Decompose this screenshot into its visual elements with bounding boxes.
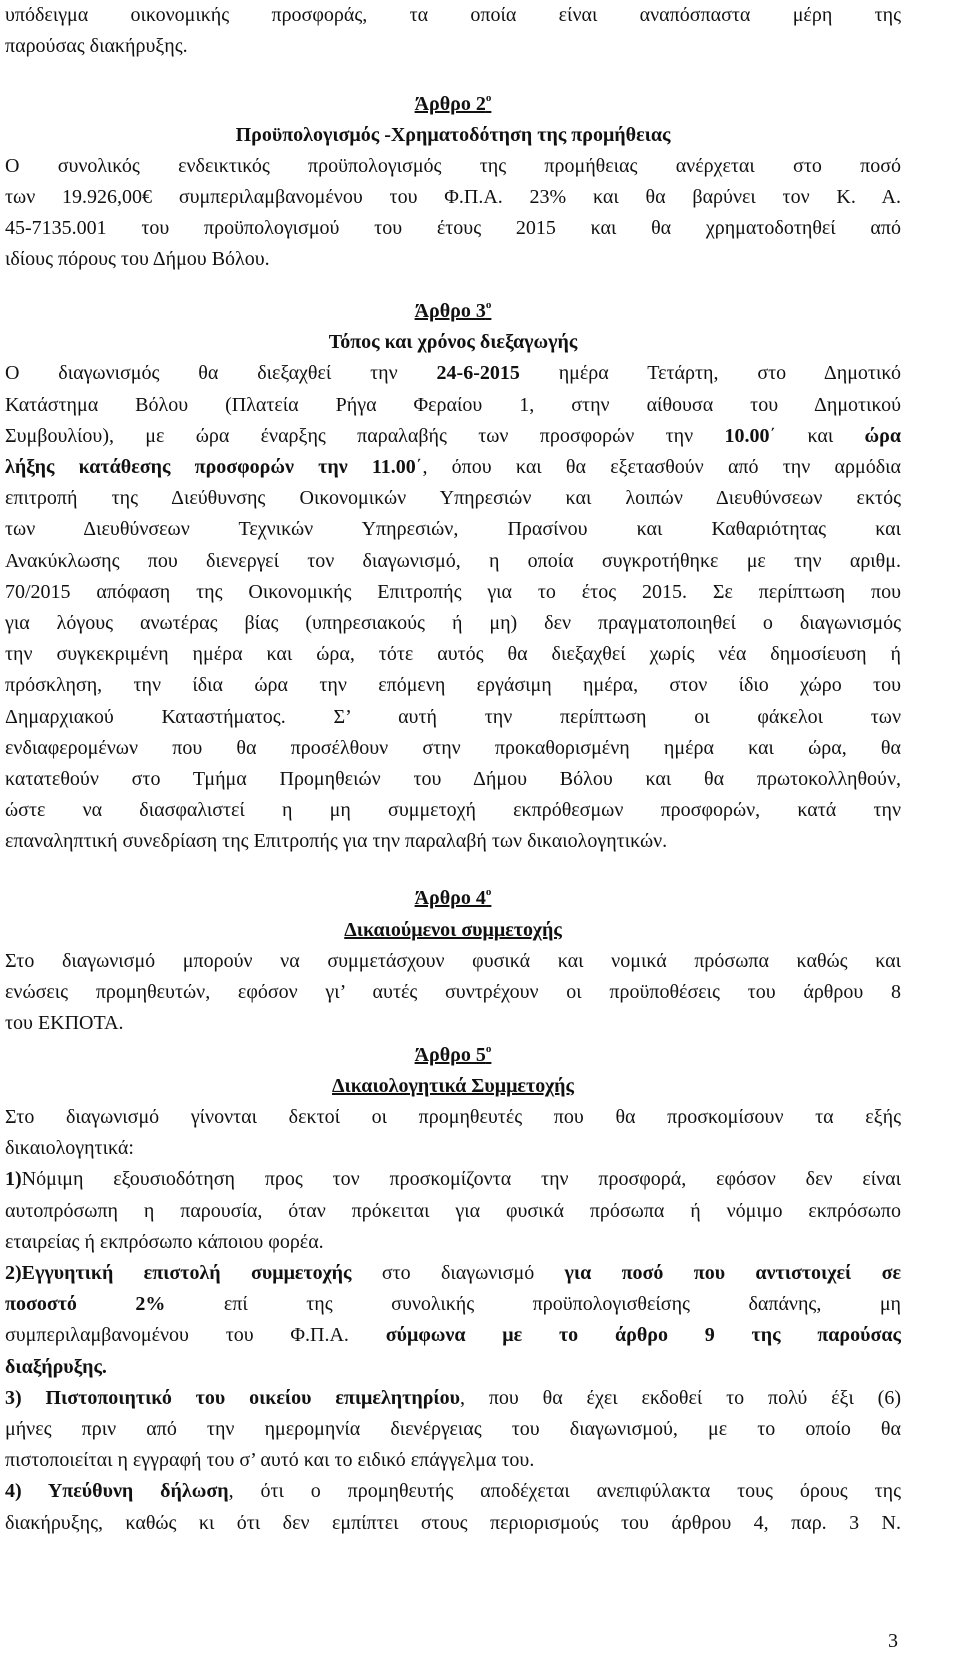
body-line: μήνες πριν από την ημερομηνία διενέργειας του διαγωνισμού, με το οποίο θα: [5, 1418, 901, 1440]
list-item: 4) Υπεύθυνη δήλωση, ότι ο προμηθευτής αποδέχεται ανεπιφύλακτα τους όρους της: [5, 1480, 901, 1502]
body-line: ποσοστό 2% επί της συνολικής προϋπολογισθείσης δαπάνης, μη: [5, 1293, 901, 1315]
article-2-title: Προϋπολογισμός -Χρηματοδότηση της προμήθειας: [235, 124, 671, 146]
body-line: Συμβουλίου), με ώρα έναρξης παραλαβής των προσφορών την 10.00΄ και ώρα: [5, 425, 901, 447]
article-4-heading: Άρθρο $4^o$: [414, 886, 492, 909]
body-line: Στο διαγωνισμό γίνονται δεκτοί οι προμηθευτές που θα προσκομίσουν τα εξής: [5, 1106, 901, 1128]
body-line: πιστοποιείται η εγγραφή του σ’ αυτό και το ειδικό επάγγελμα του.: [5, 1449, 535, 1471]
article-2-heading: Άρθρο $2^o$: [414, 92, 492, 115]
body-line: 70/2015 απόφαση της Οικονομικής Επιτροπής για το έτος 2015. Σε περίπτωση που: [5, 581, 901, 603]
body-line: Κατάστημα Βόλου (Πλατεία Ρήγα Φεραίου 1, στην αίθουσα του Δημοτικού: [5, 394, 901, 416]
body-line: επαναληπτική συνεδρίαση της Επιτροπής για την παραλαβή των δικαιολογητικών.: [5, 830, 668, 852]
body-line: ώστε να διασφαλιστεί η μη συμμετοχή εκπρόθεσμων προσφορών, κατά την: [5, 799, 901, 821]
list-item: 2)Εγγυητική επιστολή συμμετοχής στο διαγωνισμό για ποσό που αντιστοιχεί σε: [5, 1262, 901, 1284]
body-line: του ΕΚΠΟΤΑ.: [5, 1012, 124, 1034]
article-4-title: Δικαιούμενοι συμμετοχής: [344, 919, 562, 941]
body-line: δικαιολογητικά:: [5, 1137, 134, 1159]
article-3-heading: Άρθρο $3^o$: [414, 299, 492, 322]
body-line: Ο διαγωνισμός θα διεξαχθεί την 24-6-2015 ημέρα Τετάρτη, στο Δημοτικό: [5, 362, 901, 384]
body-line: διακήρυξης, καθώς κι ότι δεν εμπίπτει στους περιορισμούς του άρθρου 4, παρ. 3 Ν.: [5, 1512, 901, 1534]
body-line: αυτοπρόσωπη η παρουσία, όταν πρόκειται για φυσικά πρόσωπα ή νόμιμο εκπρόσωπο: [5, 1200, 901, 1222]
body-line: 45-7135.001 του προϋπολογισμού του έτους 2015 και θα χρηματοδοτηθεί από: [5, 217, 901, 239]
page-number: 3: [888, 1630, 898, 1652]
body-line: ιδίους πόρους του Δήμου Βόλου.: [5, 248, 270, 270]
body-line: παρούσας διακήρυξης.: [5, 35, 188, 57]
body-line: Στο διαγωνισμό μπορούν να συμμετάσχουν φυσικά και νομικά πρόσωπα καθώς και: [5, 950, 901, 972]
body-line: εταιρείας ή εκπρόσωπο κάποιου φορέα.: [5, 1231, 324, 1253]
body-line: την συγκεκριμένη ημέρα και ώρα, τότε αυτός θα διεξαχθεί χωρίς νέα δημοσίευση ή: [5, 643, 901, 665]
body-line: υπόδειγμα οικονομικής προσφοράς, τα οποία είναι αναπόσπαστα μέρη της: [5, 4, 901, 26]
list-item: 1)Νόμιμη εξουσιοδότηση προς τον προσκομίζοντα την προσφορά, εφόσον δεν είναι: [5, 1168, 901, 1190]
body-line: Δημαρχιακού Καταστήματος. Σ’ αυτή την περίπτωση οι φάκελοι των: [5, 706, 901, 728]
body-line: ενώσεις προμηθευτών, εφόσον γι’ αυτές συντρέχουν οι προϋποθέσεις του άρθρου 8: [5, 981, 901, 1003]
body-line: κατατεθούν στο Τμήμα Προμηθειών του Δήμου Βόλου και θα πρωτοκολληθούν,: [5, 768, 901, 790]
article-5-heading: Άρθρο $5^o$: [414, 1043, 492, 1066]
body-line: των Διευθύνσεων Τεχνικών Υπηρεσιών, Πρασίνου και Καθαριότητας και: [5, 518, 901, 540]
body-line: λήξης κατάθεσης προσφορών την 11.00΄, όπου και θα εξετασθούν από την αρμόδια: [5, 456, 901, 478]
article-5-title: Δικαιολογητικά Συμμετοχής: [332, 1075, 574, 1097]
body-line: ενδιαφερομένων που θα προσέλθουν στην προκαθορισμένη ημέρα και ώρα, θα: [5, 737, 901, 759]
body-line: Ο συνολικός ενδεικτικός προϋπολογισμός της προμήθειας ανέρχεται στο ποσό: [5, 155, 901, 177]
body-line: των 19.926,00€ συμπεριλαμβανομένου του Φ.Π.Α. 23% και θα βαρύνει τον Κ. Α.: [5, 186, 901, 208]
body-line: για λόγους ανωτέρας βίας (υπηρεσιακούς ή μη) δεν πραγματοποιηθεί ο διαγωνισμός: [5, 612, 901, 634]
body-line: διαξήρυξης.: [5, 1356, 107, 1378]
body-line: πρόσκληση, την ίδια ώρα την επόμενη εργάσιμη ημέρα, στον ίδιο χώρο του: [5, 674, 901, 696]
article-3-title: Τόπος και χρόνος διεξαγωγής: [328, 331, 578, 353]
list-item: 3) Πιστοποιητικό του οικείου επιμελητηρίου, που θα έχει εκδοθεί το πολύ έξι (6): [5, 1387, 901, 1409]
body-line: Ανακύκλωσης που διενεργεί τον διαγωνισμό, η οποία συγκροτήθηκε με την αριθμ.: [5, 550, 901, 572]
body-line: επιτροπή της Διεύθυνσης Οικονομικών Υπηρεσιών και λοιπών Διευθύνσεων εκτός: [5, 487, 901, 509]
body-line: συμπεριλαμβανομένου του Φ.Π.Α. σύμφωνα με το άρθρο 9 της παρούσας: [5, 1324, 901, 1346]
